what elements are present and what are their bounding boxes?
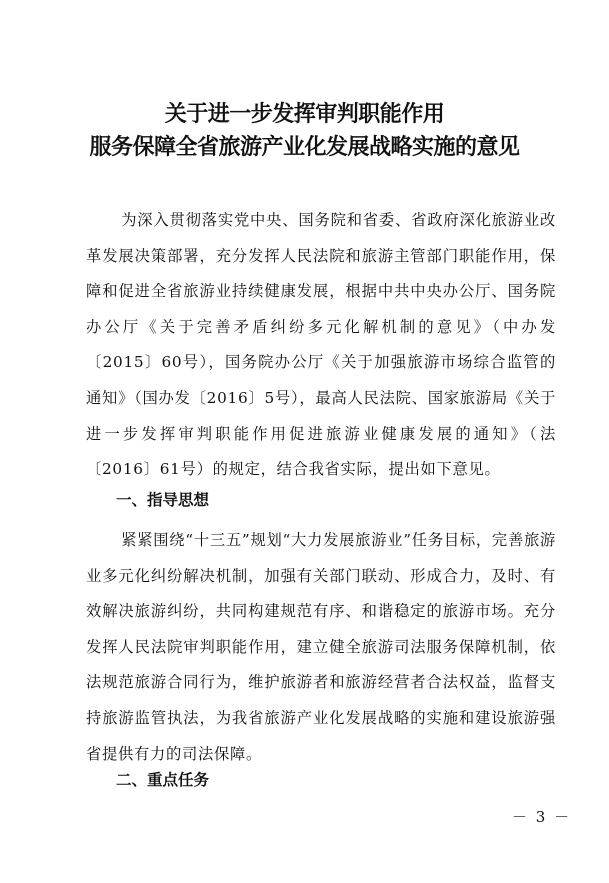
section-heading-key-tasks: 二、重点任务 xyxy=(116,771,210,789)
intro-paragraph: 为深入贯彻落实党中央、国务院和省委、省政府深化旅游业改革发展决策部署，充分发挥人民法院和旅游主管部门职能作用，保障和促进全省旅游业持续健康发展，根据中共中央办公厅、国务院办公厅《关于完善矛盾纠纷多元化解机制的意见》（中办发〔2015〕60号），国务院办公厅《关于加强旅游市场综合监管的通知》（国办发〔2016〕5号），最高人民法院、国家旅游局《关于进一步发挥审判职能作用促进旅游业健康发展的通知》（法〔2016〕61号）的规定，结合我省实际，提出如下意见。 xyxy=(86,211,556,479)
section-heading-guiding-ideology: 一、指导思想 xyxy=(116,491,210,509)
document-title-line2: 服务保障全省旅游产业化发展战略实施的意见 xyxy=(89,135,520,160)
document-title-line1: 关于进一步发挥审判职能作用 xyxy=(164,102,445,127)
page-number: － 3 － xyxy=(512,808,572,826)
section1-paragraph: 紧紧围绕“十三五”规划“大力发展旅游业”任务目标，完善旅游业多元化纠纷解决机制，加强有关部门联动、形成合力，及时、有效解决旅游纠纷，共同构建规范有序、和谐稳定的旅游市场。充分发挥人民法院审判职能作用，建立健全旅游司法服务保障机制，依法规范旅游合同行为，维护旅游者和旅游经营者合法权益，监督支持旅游监管执法，为我省旅游产业化发展战略的实施和建设旅游强省提供有力的司法保障。 xyxy=(86,531,556,763)
